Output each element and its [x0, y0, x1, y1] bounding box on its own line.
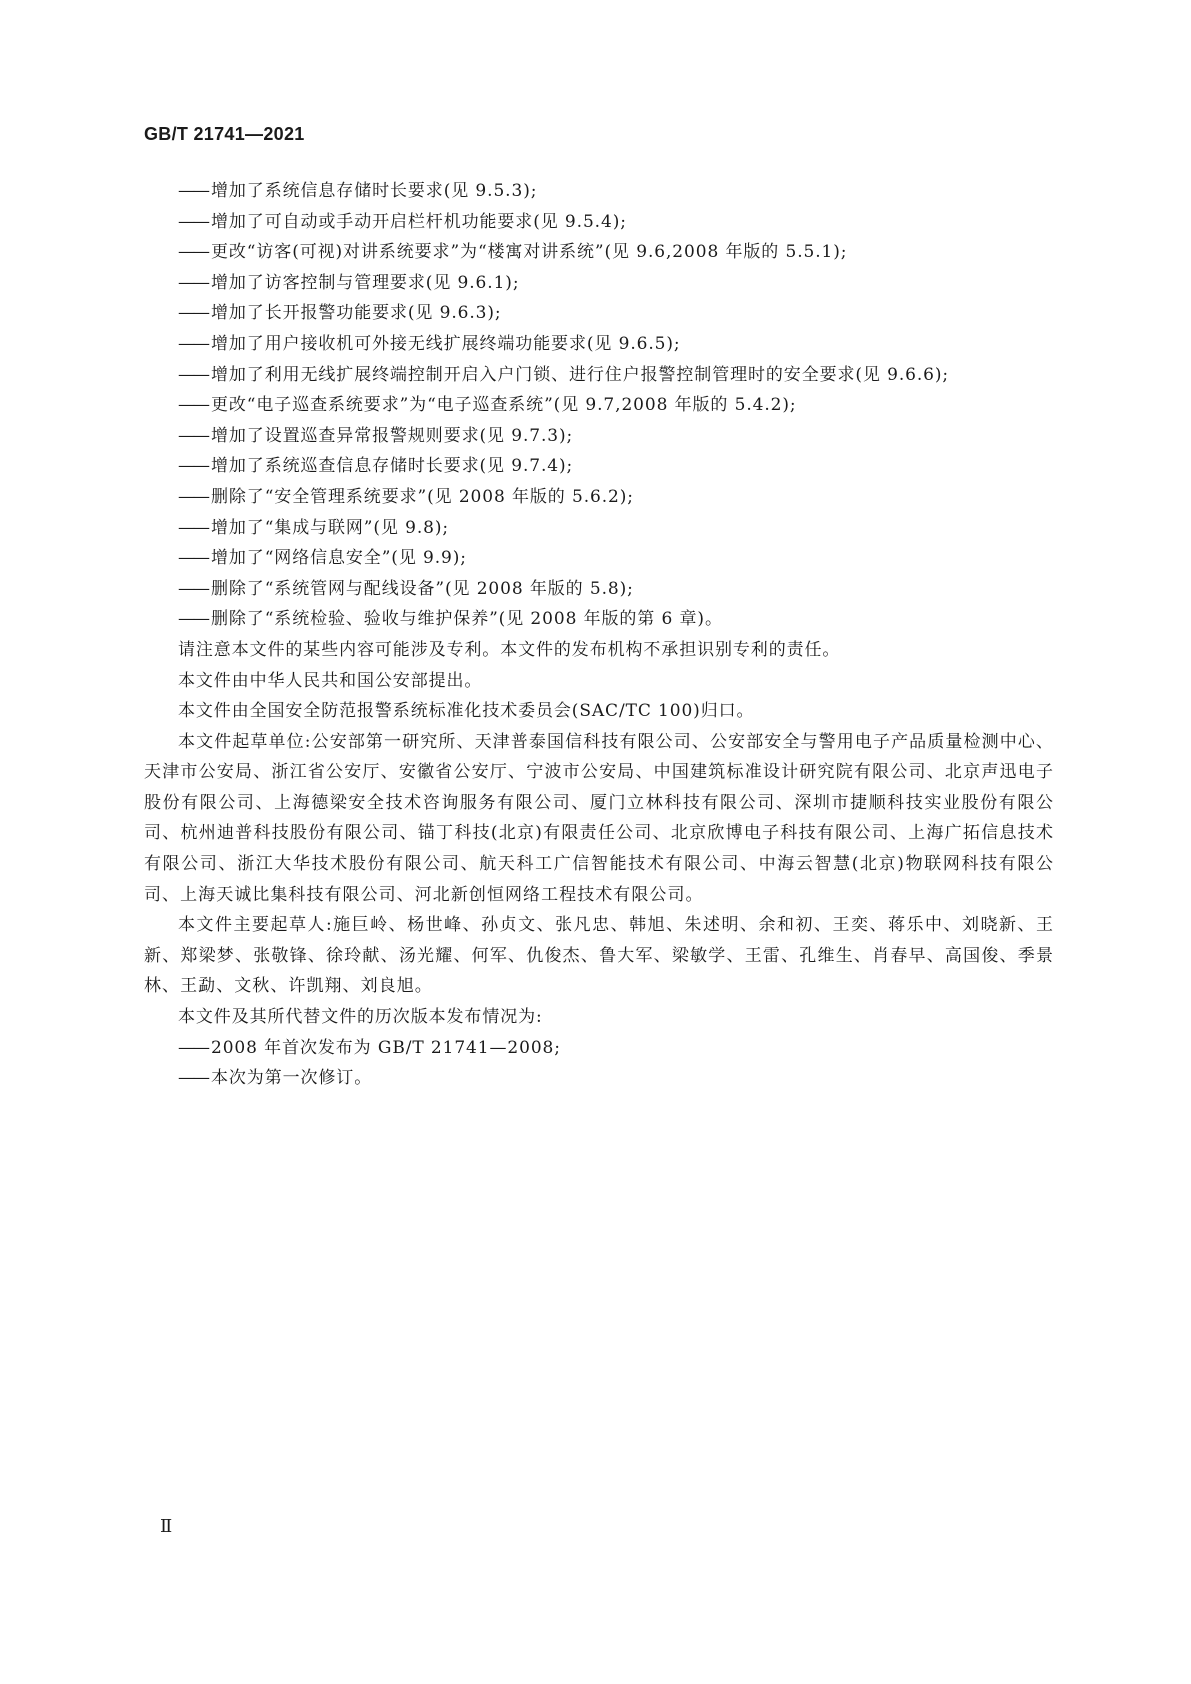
- dash-marker: ——: [178, 548, 208, 569]
- document-body: [144, 176, 1054, 1094]
- change-item: [178, 237, 1054, 268]
- dash-marker: ——: [178, 425, 208, 446]
- change-item-text: 删除了“安全管理系统要求”(见 2008 年版的 5.6.2);: [211, 486, 634, 507]
- change-item: [178, 329, 1054, 360]
- change-item: [178, 421, 1054, 452]
- change-item-text: 删除了“系统检验、验收与维护保养”(见 2008 年版的第 6 章)。: [211, 609, 723, 630]
- change-item-text: 增加了系统信息存储时长要求(见 9.5.3);: [211, 181, 538, 201]
- change-item: [178, 268, 1054, 299]
- history-item: [178, 1033, 1054, 1064]
- change-item: [178, 482, 1054, 513]
- change-item-text: 增加了长开报警功能要求(见 9.6.3);: [211, 303, 502, 324]
- patent-notice-paragraph: 请注意本文件的某些内容可能涉及专利。本文件的发布机构不承担识别专利的责任。: [178, 639, 841, 660]
- dash-marker: ——: [178, 364, 208, 385]
- page-number: Ⅱ: [160, 1516, 173, 1537]
- history-intro-paragraph: 本文件及其所代替文件的历次版本发布情况为:: [178, 1007, 543, 1028]
- change-item-text: 增加了“网络信息安全”(见 9.9);: [211, 548, 467, 569]
- change-item-text: 增加了可自动或手动开启栏杆机功能要求(见 9.5.4);: [211, 211, 627, 232]
- dash-marker: ——: [178, 303, 208, 324]
- change-item: [178, 360, 1054, 391]
- dash-marker: ——: [178, 333, 208, 354]
- standard-code-header: GB/T 21741—2021: [144, 124, 305, 144]
- proposed-by-paragraph: 本文件由中华人民共和国公安部提出。: [178, 670, 483, 691]
- history-item: [178, 1063, 1054, 1094]
- change-item: [178, 604, 1054, 635]
- history-item-text: 本次为第一次修订。: [211, 1068, 373, 1089]
- change-item-text: 增加了利用无线扩展终端控制开启入户门锁、进行住户报警控制管理时的安全要求(见 9.6.6);: [211, 364, 950, 385]
- main-drafters-paragraph: 本文件主要起草人:施巨岭、杨世峰、孙贞文、张凡忠、韩旭、朱述明、余和初、王奕、蒋乐中、刘晓新、王新、郑梁梦、张敬锋、徐玲献、汤光耀、何军、仇俊杰、鲁大军、梁敏学、王雷、孔维生、肖春早、高国俊、季景林、王勐、文秋、许凯翔、刘良旭。: [144, 915, 1054, 997]
- dash-marker: ——: [178, 272, 208, 293]
- change-item: [178, 390, 1054, 421]
- dash-marker: ——: [178, 609, 208, 630]
- dash-marker: ——: [178, 1068, 208, 1089]
- dash-marker: ——: [178, 211, 208, 232]
- change-item-text: 增加了访客控制与管理要求(见 9.6.1);: [211, 272, 520, 293]
- change-item-text: 更改“电子巡查系统要求”为“电子巡查系统”(见 9.7,2008 年版的 5.4.2);: [211, 395, 797, 416]
- dash-marker: ——: [178, 181, 208, 201]
- change-item: [178, 176, 1054, 207]
- dash-marker: ——: [178, 517, 208, 538]
- dash-marker: ——: [178, 578, 208, 599]
- history-item-text: 2008 年首次发布为 GB/T 21741—2008;: [211, 1037, 561, 1058]
- change-item: [178, 451, 1054, 482]
- change-item: [178, 543, 1054, 574]
- change-item-text: 更改“访客(可视)对讲系统要求”为“楼寓对讲系统”(见 9.6,2008 年版的 5.5.1);: [211, 242, 848, 263]
- change-item-text: 增加了系统巡查信息存储时长要求(见 9.7.4);: [211, 456, 574, 477]
- change-item: [178, 574, 1054, 605]
- dash-marker: ——: [178, 1037, 208, 1058]
- dash-marker: ——: [178, 395, 208, 416]
- change-item: [178, 513, 1054, 544]
- change-item-text: 删除了“系统管网与配线设备”(见 2008 年版的 5.8);: [211, 578, 634, 599]
- dash-marker: ——: [178, 456, 208, 477]
- change-item: [178, 207, 1054, 238]
- change-item-text: 增加了设置巡查异常报警规则要求(见 9.7.3);: [211, 425, 574, 446]
- centralized-by-paragraph: 本文件由全国安全防范报警系统标准化技术委员会(SAC/TC 100)归口。: [178, 701, 755, 722]
- dash-marker: ——: [178, 242, 208, 263]
- dash-marker: ——: [178, 486, 208, 507]
- drafting-units-paragraph: 本文件起草单位:公安部第一研究所、天津普泰国信科技有限公司、公安部安全与警用电子产品质量检测中心、天津市公安局、浙江省公安厅、安徽省公安厅、宁波市公安局、中国建筑标准设计研究院有限公司、北京声迅电子股份有限公司、上海德梁安全技术咨询服务有限公司、厦门立林科技有限公司、深圳市捷顺科技实业股份有限公司、杭州迪普科技股份有限公司、锚丁科技(北京)有限责任公司、北京欣博电子科技有限公司、上海广拓信息技术有限公司、浙江大华技术股份有限公司、航天科工广信智能技术有限公司、中海云智慧(北京)物联网科技有限公司、上海天诚比集科技有限公司、河北新创恒网络工程技术有限公司。: [144, 731, 1054, 905]
- change-item-text: 增加了“集成与联网”(见 9.8);: [211, 517, 450, 538]
- change-item: [178, 298, 1054, 329]
- change-item-text: 增加了用户接收机可外接无线扩展终端功能要求(见 9.6.5);: [211, 333, 681, 354]
